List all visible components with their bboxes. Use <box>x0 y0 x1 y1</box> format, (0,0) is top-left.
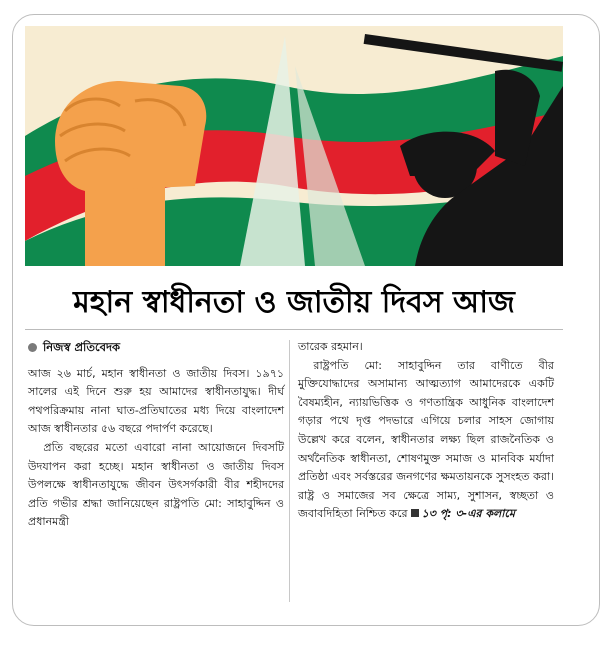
illustration-banner <box>25 26 563 266</box>
byline-text: নিজস্ব প্রতিবেদক <box>43 340 121 354</box>
byline-bullet-icon <box>28 343 37 352</box>
continuation-note: ১৩ পৃ: ৩-এর কলামে <box>421 507 515 521</box>
paragraph-with-continuation <box>298 357 554 524</box>
article-column-right <box>298 338 554 524</box>
independence-illustration <box>25 26 563 266</box>
headline-divider <box>25 329 563 330</box>
continuation-square-icon <box>411 509 419 517</box>
column-divider <box>289 340 290 602</box>
paragraph: তারেক রহমান। <box>298 340 363 353</box>
paragraph: প্রতি বছরের মতো এবারো নানা আয়োজনে দিবসটি উদযাপন করা হচ্ছে। মহান স্বাধীনতা ও জাতীয় দিবস উপলক্ষে স্বাধীনতাযুদ্ধে জীবন উৎসর্গকারী বীর শহীদদের প্রতি গভীর শ্রদ্ধা জানিয়েছেন রাষ্ট্রপতি মো: সাহাবুদ্দিন ও প্রধানমন্ত্রী <box>28 440 284 529</box>
article-column-left <box>28 338 284 532</box>
paragraph: রাষ্ট্রপতি মো: সাহাবুদ্দিন তার বাণীতে বীর মুক্তিযোদ্ধাদের অসামান্য আত্মত্যাগ আমাদেরকে একটি বৈষম্যহীন, ন্যায়ভিত্তিক ও গণতান্ত্রিক আধুনিক বাংলাদেশ গড়ার পথে দৃপ্ত পদভারে এগিয়ে চলার সাহস জোগায় উল্লেখ করে বলেন, স্বাধীনতার লক্ষ্য ছিল রাজনৈতিক ও অর্থনৈতিক স্বাধীনতা, শোষণমুক্ত সমাজ ও মানবিক মর্যাদা প্রতিষ্ঠা এবং সর্বস্তরের জনগণের ক্ষমতায়নকে সুসংহত করা। রাষ্ট্র ও সমাজের সব ক্ষেত্রে সাম্য, সুশাসন, স্বচ্ছতা ও জবাবদিহিতা নিশ্চিত করে <box>298 358 554 521</box>
headline: মহান স্বাধীনতা ও জাতীয় দিবস আজ <box>73 285 515 320</box>
paragraph: আজ ২৬ মার্চ, মহান স্বাধীনতা ও জাতীয় দিবস। ১৯৭১ সালের এই দিনে শুরু হয় আমাদের স্বাধীনতাযুদ্ধ। দীর্ঘ পথপরিক্রমায় নানা ঘাত-প্রতিঘাতের মধ্য দিয়ে বাংলাদেশ আজ স্বাধীনতার ৫৬ বছরে পদার্পণ করেছে। <box>28 366 284 436</box>
byline <box>28 338 284 357</box>
